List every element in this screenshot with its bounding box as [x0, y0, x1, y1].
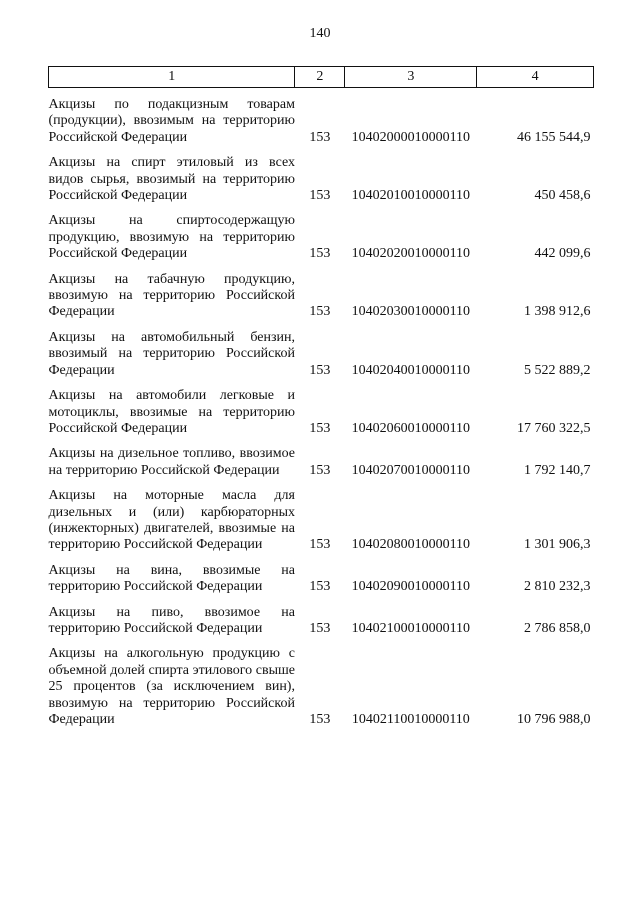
table-row [49, 321, 594, 379]
row-amount: 46 155 544,9 [517, 129, 591, 145]
row-admin-code: 153 [309, 362, 331, 378]
row-amount: 1 398 912,6 [524, 304, 591, 320]
row-revenue-code: 10402090010000110 [351, 579, 471, 595]
revenue-table [48, 66, 594, 728]
row-revenue-code: 10402020010000110 [351, 246, 471, 262]
row-amount: 10 796 988,0 [517, 712, 591, 727]
row-revenue-code: 10402000010000110 [351, 129, 471, 145]
row-description: Акцизы на спиртосодержащую продукцию, ввозимую на территорию Российской Федерации [48, 213, 295, 262]
row-revenue-code: 10402060010000110 [351, 420, 471, 436]
row-amount: 1 792 140,7 [524, 462, 591, 478]
row-admin-code: 153 [309, 537, 331, 553]
header-col-4: 4 [477, 67, 594, 88]
table-row [49, 479, 594, 554]
row-revenue-code: 10402010010000110 [351, 188, 471, 204]
table-row [49, 596, 594, 638]
table-row [49, 88, 594, 147]
row-amount: 2 810 232,3 [524, 579, 591, 595]
row-admin-code: 153 [309, 188, 331, 204]
row-amount: 442 099,6 [534, 246, 591, 262]
row-admin-code: 153 [309, 246, 331, 262]
header-row [49, 67, 594, 88]
row-amount: 2 786 858,0 [524, 620, 591, 636]
row-admin-code: 153 [309, 420, 331, 436]
row-amount: 450 458,6 [534, 188, 591, 204]
row-description: Акцизы на вина, ввозимые на территорию Российской Федерации [48, 562, 295, 595]
table-row [49, 204, 594, 262]
row-revenue-code: 10402070010000110 [351, 462, 471, 478]
row-description: Акцизы на спирт этиловый из всех видов сырья, ввозимый на территорию Российской Федерации [48, 155, 295, 204]
row-revenue-code: 10402110010000110 [351, 712, 470, 727]
row-revenue-code: 10402100010000110 [351, 620, 471, 636]
row-description: Акцизы на дизельное топливо, ввозимое на территорию Российской Федерации [48, 446, 295, 478]
row-amount: 5 522 889,2 [524, 362, 591, 378]
row-revenue-code: 10402040010000110 [351, 362, 471, 378]
row-description: Акцизы на табачную продукцию, ввозимую на территорию Российской Федерации [48, 271, 295, 320]
header-col-2: 2 [295, 67, 345, 88]
row-description: Акцизы на алкогольную продукцию с объемной долей спирта этилового свыше 25 процентов (за исключением вин), ввозимую на территорию Российской Федерации [48, 646, 295, 727]
row-description: Акцизы по подакцизным товарам (продукции), ввозимым на территорию Российской Федерации [48, 97, 295, 145]
row-admin-code: 153 [309, 304, 331, 320]
table-row [49, 554, 594, 596]
row-description: Акцизы на пиво, ввозимое на территорию Российской Федерации [48, 604, 295, 636]
row-description: Акцизы на моторные масла для дизельных и (или) карбюраторных (инжекторных) двигателей, ввозимые на территорию Российской Федерации [48, 488, 295, 553]
row-admin-code: 153 [309, 129, 331, 145]
header-col-1: 1 [49, 67, 295, 88]
row-admin-code: 153 [309, 712, 331, 727]
row-revenue-code: 10402030010000110 [351, 304, 471, 320]
header-col-3: 3 [345, 67, 477, 88]
table-row [49, 263, 594, 321]
table-row [49, 437, 594, 479]
row-admin-code: 153 [309, 462, 331, 478]
row-revenue-code: 10402080010000110 [351, 537, 471, 553]
row-amount: 17 760 322,5 [517, 420, 591, 436]
table-row [49, 146, 594, 204]
row-description: Акцизы на автомобили легковые и мотоциклы, ввозимые на территорию Российской Федерации [48, 388, 295, 436]
page-number: 140 [309, 26, 331, 41]
row-admin-code: 153 [309, 579, 331, 595]
row-admin-code: 153 [309, 620, 331, 636]
row-amount: 1 301 906,3 [524, 537, 591, 553]
table-row [49, 637, 594, 728]
row-description: Акцизы на автомобильный бензин, ввозимый на территорию Российской Федерации [48, 329, 295, 378]
table-row [49, 379, 594, 437]
